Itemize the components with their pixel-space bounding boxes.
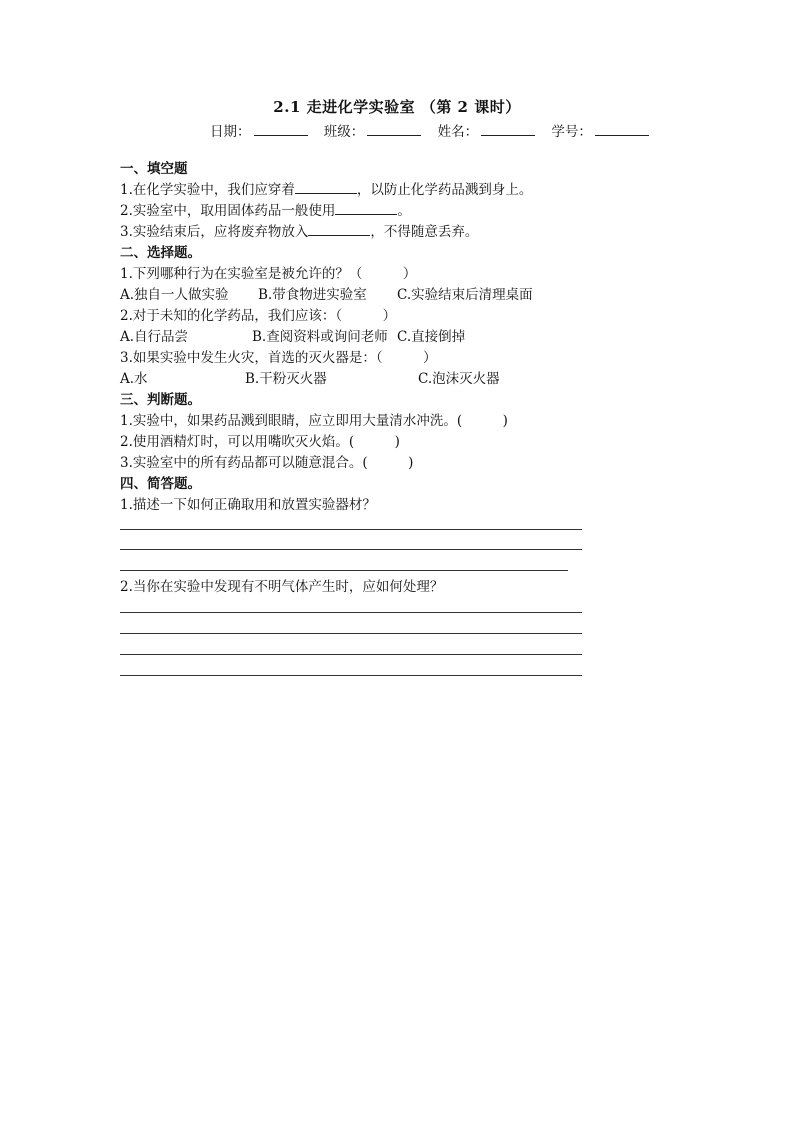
true-false-question-1: 1.实验中，如果药品溅到眼睛，应立即用大量清水冲洗。( ) [120, 413, 508, 429]
choice-q3-option-c[interactable]: C.泡沫灭火器 [418, 371, 500, 387]
class-field[interactable] [324, 120, 422, 140]
answer-line[interactable] [120, 529, 582, 530]
section-choice-heading: 二、选择题。 [120, 245, 201, 261]
fill-q3-blank[interactable] [308, 223, 370, 236]
choice-q2-options [120, 328, 580, 346]
section-true-false-heading: 三、判断题。 [120, 392, 201, 408]
page-title: 2.1 走进化学实验室 （第 2 课时） [273, 98, 521, 116]
choice-q2-option-b[interactable]: B.查阅资料或询问老师 [252, 329, 388, 345]
fill-question-3 [120, 223, 478, 241]
choice-question-3: 3.如果实验中发生火灾，首选的灭火器是：（ ） [120, 350, 437, 366]
fill-q2-text-before: 2.实验室中，取用固体药品一般使用 [120, 203, 336, 219]
answer-line[interactable] [120, 654, 582, 655]
fill-q3-text-after: ，不得随意丢弃。 [370, 224, 479, 240]
id-blank[interactable] [595, 123, 649, 136]
answer-line[interactable] [120, 549, 582, 550]
student-info-row [210, 120, 670, 140]
choice-q1-option-a[interactable]: A.独自一人做实验 [120, 287, 229, 303]
choice-q3-options [120, 370, 580, 388]
answer-line[interactable] [120, 675, 582, 676]
short-answer-question-2: 2.当你在实验中发现有不明气体产生时，应如何处理？ [120, 579, 444, 595]
choice-q3-option-b[interactable]: B.干粉灭火器 [245, 371, 327, 387]
fill-q2-text-after: 。 [397, 203, 411, 219]
choice-q1-option-b[interactable]: B.带食物进实验室 [258, 287, 367, 303]
fill-q1-text-after: ，以防止化学药品溅到身上。 [356, 182, 533, 198]
choice-q1-options [120, 286, 580, 304]
fill-q3-text-before: 3.实验结束后，应将废弃物放入 [120, 224, 309, 240]
choice-q2-option-a[interactable]: A.自行品尝 [120, 329, 189, 345]
short-answer-question-1: 1.描述一下如何正确取用和放置实验器材？ [120, 497, 376, 513]
fill-q1-blank[interactable] [295, 181, 357, 194]
true-false-question-2: 2.使用酒精灯时，可以用嘴吹灭火焰。( ) [120, 434, 400, 450]
fill-q1-text-before: 1.在化学实验中，我们应穿着 [120, 182, 295, 198]
choice-q3-option-a[interactable]: A.水 [120, 371, 148, 387]
choice-q2-option-c[interactable]: C.直接倒掉 [397, 329, 466, 345]
date-blank[interactable] [254, 123, 308, 136]
fill-question-2 [120, 202, 411, 220]
answer-line[interactable] [120, 612, 582, 613]
name-label: 姓名： [437, 124, 479, 140]
class-blank[interactable] [367, 123, 421, 136]
id-label: 学号： [551, 124, 592, 140]
answer-line[interactable] [120, 633, 582, 634]
name-blank[interactable] [481, 123, 535, 136]
date-label: 日期： [210, 124, 251, 140]
choice-question-1: 1.下列哪种行为在实验室是被允许的？（ ） [120, 266, 417, 282]
date-field[interactable] [210, 120, 308, 140]
class-label: 班级： [323, 124, 365, 140]
section-fill-in-heading: 一、填空题 [120, 161, 188, 177]
fill-question-1 [120, 181, 532, 199]
choice-question-2: 2.对于未知的化学药品，我们应该：（ ） [120, 308, 397, 324]
name-field[interactable] [438, 120, 536, 140]
id-field[interactable] [551, 120, 649, 140]
answer-line[interactable] [120, 570, 568, 571]
true-false-question-3: 3.实验室中的所有药品都可以随意混合。( ) [120, 455, 414, 471]
fill-q2-blank[interactable] [335, 202, 397, 215]
section-short-answer-heading: 四、简答题。 [120, 476, 201, 492]
choice-q1-option-c[interactable]: C.实验结束后清理桌面 [397, 287, 533, 303]
